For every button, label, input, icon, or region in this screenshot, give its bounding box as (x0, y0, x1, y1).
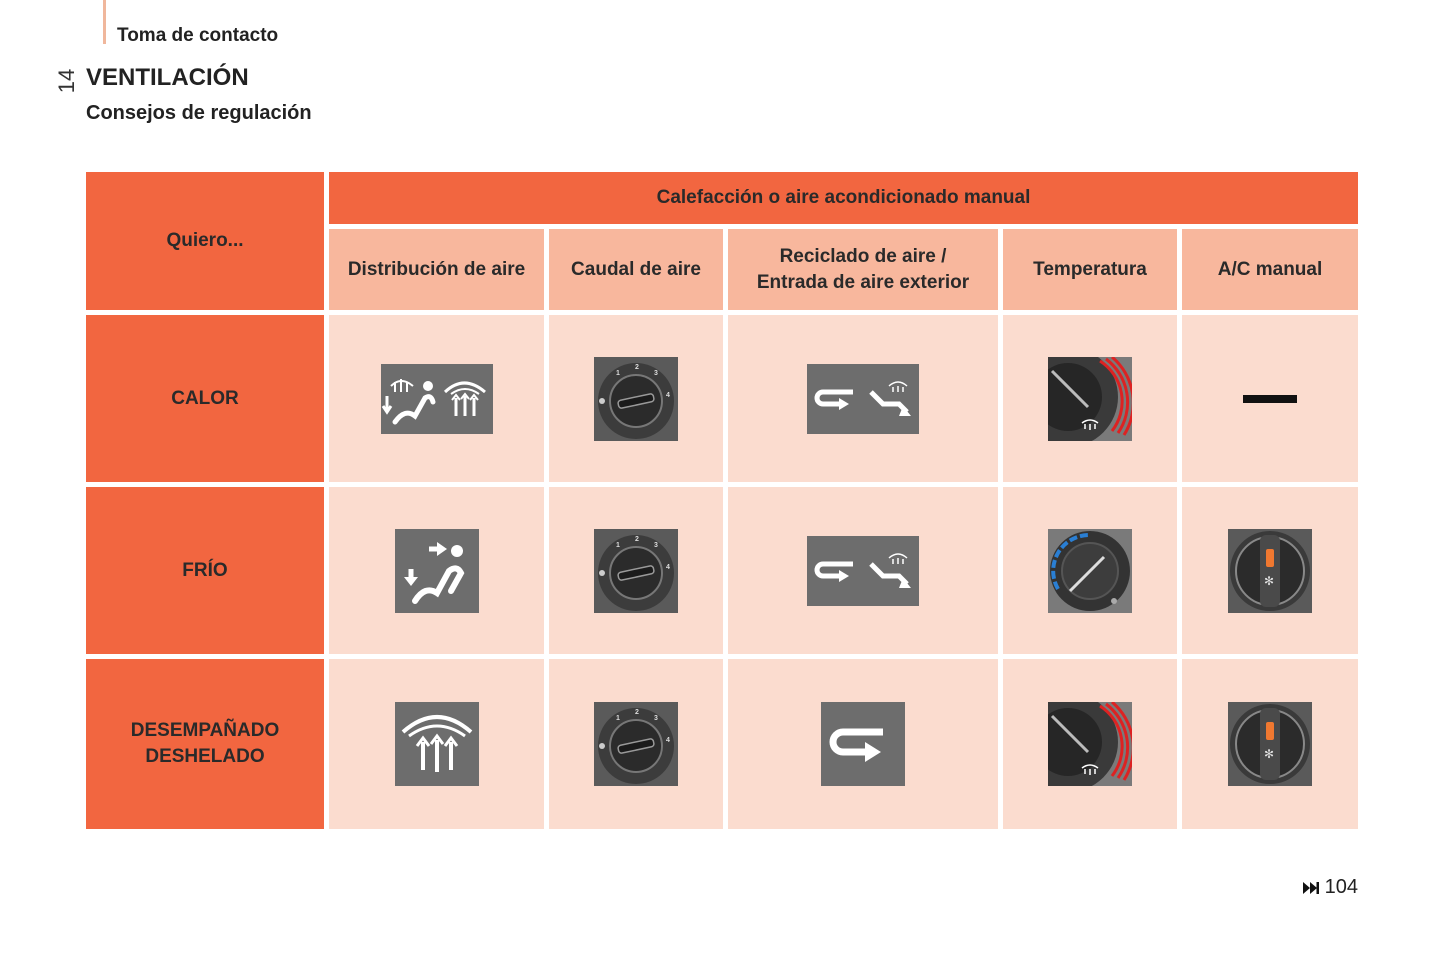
svg-text:1: 1 (616, 369, 620, 377)
dash-icon (1243, 393, 1297, 405)
section-title: Toma de contacto (117, 25, 279, 46)
chapter-page-number: 14 (54, 68, 79, 94)
row-label: FRÍO (182, 559, 228, 581)
section-accent-bar (103, 0, 106, 44)
svg-text:✻: ✻ (1264, 747, 1275, 761)
group-header-cell (329, 172, 1358, 224)
page-subtitle: Consejos de regulación (86, 102, 312, 124)
column-header (329, 229, 544, 310)
row-label: CALOR (171, 387, 239, 409)
table-cell (1182, 315, 1358, 482)
svg-text:3: 3 (654, 369, 658, 377)
table-cell (329, 659, 544, 829)
table-cell (728, 487, 998, 654)
column-header (549, 229, 723, 310)
table-cell (549, 487, 723, 654)
ac-button-on-icon (1228, 702, 1312, 786)
svg-text:3: 3 (654, 541, 658, 549)
temperature-dial-cold-icon (1048, 529, 1132, 613)
fan-speed-dial-icon (594, 357, 678, 441)
svg-text:2: 2 (635, 709, 639, 716)
fan-speed-dial-icon (594, 529, 678, 613)
group-header-label: Calefacción o aire acondicionado manual (656, 187, 1031, 208)
table-cell (1182, 659, 1358, 829)
page-footer (1303, 876, 1358, 899)
column-header (1003, 229, 1177, 310)
svg-text:4: 4 (666, 391, 670, 399)
column-header-label: Distribución de aire (347, 258, 526, 280)
svg-text:1: 1 (616, 715, 620, 722)
row-header-label: Quiero... (166, 230, 244, 251)
column-header (1182, 229, 1358, 310)
table-cell (1003, 487, 1177, 654)
column-header-label: Caudal de aire (571, 258, 701, 280)
table-cell (728, 659, 998, 829)
row-header-cell (86, 172, 324, 310)
table-cell (329, 487, 544, 654)
page-title: VENTILACIÓN (86, 64, 249, 91)
table-cell (1003, 315, 1177, 482)
table-cell (1003, 659, 1177, 829)
column-header-label: A/C manual (1217, 258, 1323, 280)
svg-text:3: 3 (654, 715, 658, 722)
recirculation-icon (821, 702, 905, 786)
temperature-dial-hot-icon (1048, 702, 1132, 786)
ac-button-on-icon (1228, 529, 1312, 613)
row-label-cell (86, 487, 324, 654)
svg-text:✻: ✻ (1264, 573, 1275, 588)
recirculation-and-exterior-air-icon (807, 364, 919, 434)
skip-next-icon[interactable] (1303, 881, 1319, 895)
svg-text:1: 1 (616, 541, 620, 549)
table-cell (549, 659, 723, 829)
air-distribution-face-feet-icon (395, 529, 479, 613)
svg-text:2: 2 (635, 363, 639, 371)
table-cell (329, 315, 544, 482)
svg-text:4: 4 (666, 737, 670, 744)
table-cell (549, 315, 723, 482)
row-label: DESEMPAÑADO DESHELADO (130, 720, 280, 767)
temperature-dial-hot-icon (1048, 357, 1132, 441)
air-distribution-feet-windscreen-icon (381, 364, 493, 434)
svg-text:2: 2 (635, 535, 639, 543)
windscreen-demist-icon (395, 702, 479, 786)
footer-page-number: 104 (1324, 876, 1358, 898)
fan-speed-dial-icon (594, 702, 678, 786)
column-header-label: Reciclado de aire / Entrada de aire exterior (756, 245, 970, 293)
svg-text:4: 4 (666, 563, 670, 571)
recirculation-and-exterior-air-icon (807, 536, 919, 606)
row-label-cell (86, 315, 324, 482)
column-header-label: Temperatura (1033, 258, 1147, 280)
column-header (728, 229, 998, 310)
table-cell (728, 315, 998, 482)
table-cell (1182, 487, 1358, 654)
row-label-cell (86, 659, 324, 829)
